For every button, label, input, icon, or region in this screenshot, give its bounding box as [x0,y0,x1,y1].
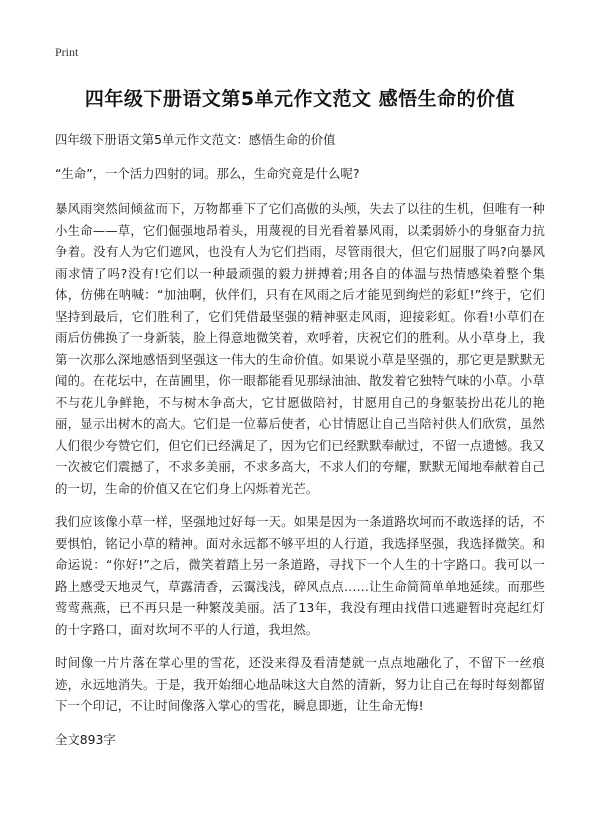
article-paragraph-2: 我们应该像小草一样，坚强地过好每一天。如果是因为一条道路坎坷而不敢选择的话，不要惧怕，铭记小草的精神。面对永远都不够平坦的人行道，我选择坚强，我选择微笑。和命运说：“你好!”之后，微笑着踏上另一条道路，寻找下一个人生的十字路口。我可以一路上感受天地灵气，草露清香，云霭浅浅，碎风点点……让生命简简单单地延续。而那些莺莺燕燕，已不再只是一种繁茂美丽。活了13年，我没有理由找借口逃避暂时亮起红灯的十字路口，面对坎坷不平的人行道，我坦然。 [55,514,545,637]
print-label[interactable]: Print [55,45,79,59]
word-count: 全文893字 [55,731,116,747]
article-intro: “生命”，一个活力四射的词。那么，生命究竟是什么呢? [55,165,360,181]
page-title: 四年级下册语文第5单元作文范文 感悟生命的价值 [84,88,516,110]
article-paragraph-3: 时间像一片片落在掌心里的雪花，还没来得及看清楚就一点点地融化了，不留下一丝痕迹，永远地消失。于是，我开始细心地品味这大自然的清新，努力让自己在每时每刻都留下一个印记，不让时间像落入掌心的雪花，瞬息即逝，让生命无悔! [55,655,545,713]
article-subtitle: 四年级下册语文第5单元作文范文：感悟生命的价值 [55,132,336,147]
article-paragraph-1: 暴风雨突然间倾盆而下，万物都垂下了它们高傲的头颅，失去了以往的生机，但唯有一种小生命——草，它们倔强地昂着头，用蔑视的目光看着暴风雨，以柔弱娇小的身躯奋力抗争着。没有人为它们遮风，也没有人为它们挡雨，尽管雨很大，但它们屈服了吗?向暴风雨求情了吗?没有!它们以一种最顽强的毅力拼搏着;用各自的体温与热情感染着整个集体，仿佛在呐喊：“加油啊，伙伴们，只有在风雨之后才能见到绚烂的彩虹!”终于，它们坚持到最后，它们胜利了，它们凭借最坚强的精神驱走风雨，迎接彩虹。你看!小草们在雨后仿佛换了一身新装，脸上得意地微笑着，欢呼着，庆祝它们的胜利。从小草身上，我第一次那么深地感悟到坚强这一伟大的生命价值。如果说小草是坚强的，那它更是默默无闻的。在花坛中，在苗圃里，你一眼都能看见那绿油油、散发着它独特气味的小草。小草不与花儿争鲜艳，不与树木争高大，它甘愿做陪衬，甘愿用自己的身躯装扮出花儿的艳丽，显示出树木的高大。它们是一位幕后使者，心甘情愿让自己当陪衬供人们欣赏，虽然人们很少夸赞它们，但它们已经满足了，因为它们已经默默奉献过，不留一点遗憾。我又一次被它们震撼了，不求多美丽，不求多高大，不求人们的夸耀，默默无闻地奉献着自己的一切，生命的价值又在它们身上闪烁着光芒。 [55,201,545,496]
